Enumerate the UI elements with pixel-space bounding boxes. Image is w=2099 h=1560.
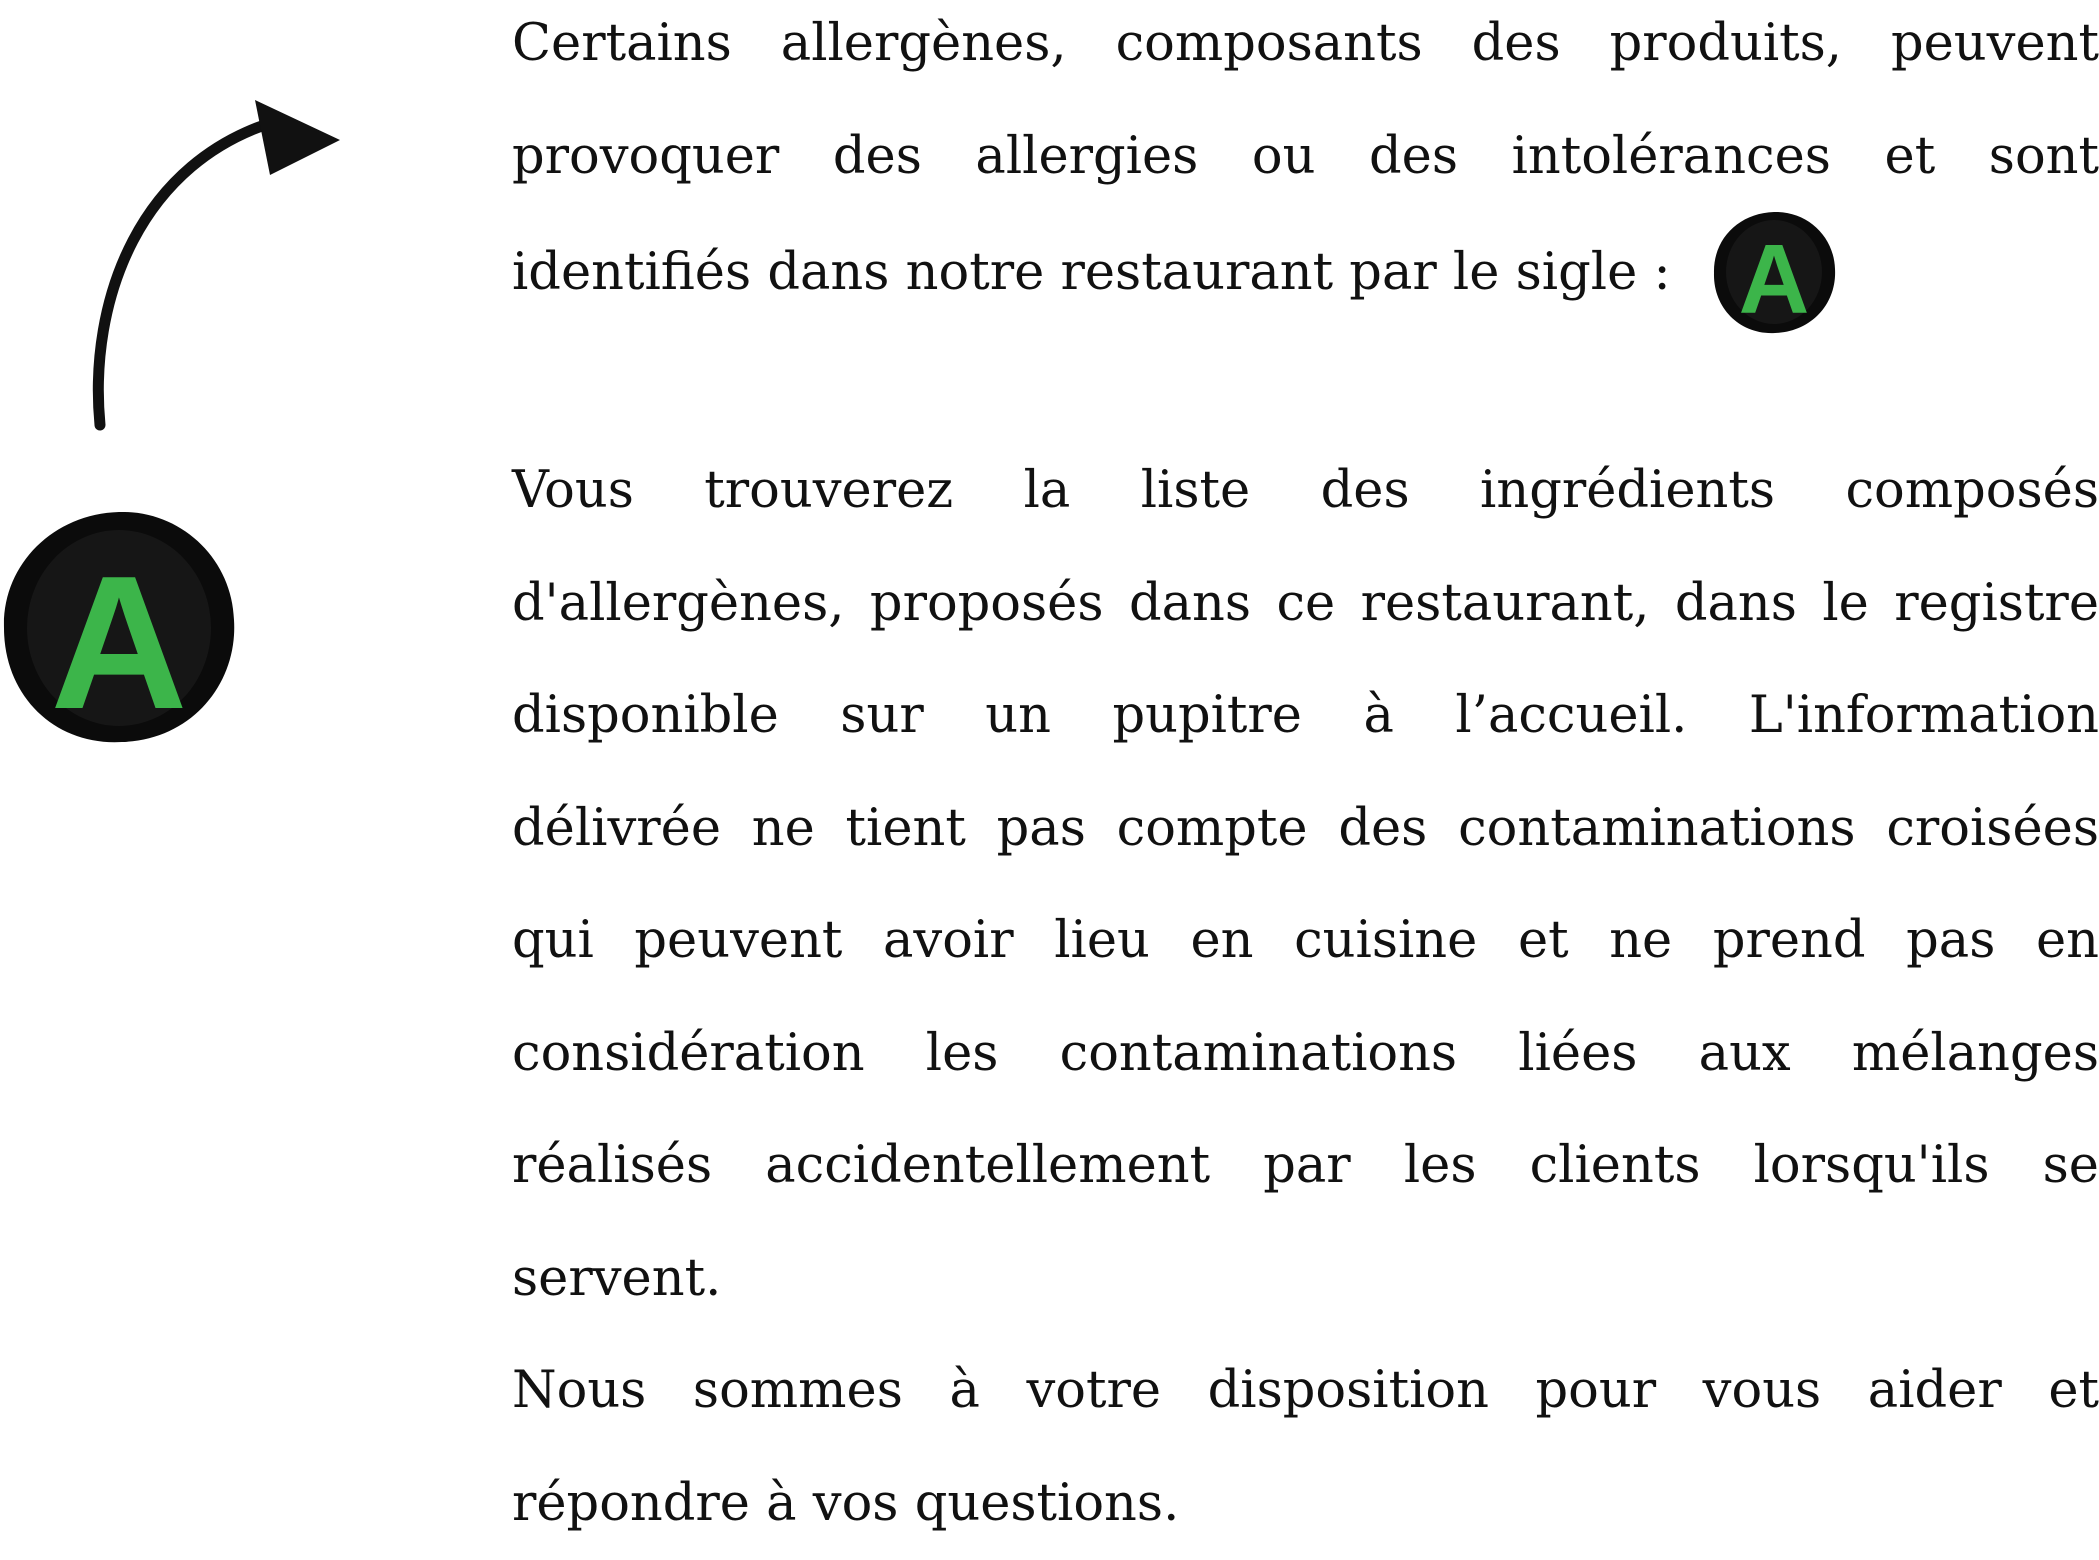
paragraph-3-line: Nous sommes à votre disposition pour vous aider et [512,1335,2099,1448]
allergen-badge-icon [0,508,238,746]
paragraph-2-line: délivrée ne tient pas compte des contaminations croisées [512,773,2099,886]
paragraph-1-line: provoquer des allergies ou des intolérances et sont [512,101,2099,214]
curved-arrow-icon [80,100,350,440]
paragraph-2-line: d'allergènes, proposés dans ce restaurant, dans le registre [512,548,2099,661]
badge-letter: A [50,537,187,746]
allergen-badge-small-icon [1711,209,1837,335]
paragraph-2-line: considération les contaminations liées aux mélanges [512,998,2099,1111]
paragraph-1-line: identifiés dans notre restaurant par le sigle : [512,243,1671,302]
badge-letter-small: A [1738,224,1809,334]
paragraph-3 [512,1335,2099,1560]
allergen-notice [512,0,2099,1560]
paragraph-2-line: Vous trouverez la liste des ingrédients composés [512,435,2099,548]
paragraph-3-line: répondre à vos questions. [512,1448,2099,1560]
paragraph-2 [512,435,2099,1335]
paragraph-2-line: servent. [512,1223,2099,1336]
paragraph-1-line: Certains allergènes, composants des produits, peuvent [512,0,2099,101]
paragraph-2-line: disponible sur un pupitre à l’accueil. L'information [512,660,2099,773]
paragraph-1 [512,0,2099,339]
paragraph-2-line: réalisés accidentellement par les clients lorsqu'ils se [512,1110,2099,1223]
paragraph-2-line: qui peuvent avoir lieu en cuisine et ne prend pas en [512,885,2099,998]
paragraph-1-line-with-badge [512,213,2099,339]
